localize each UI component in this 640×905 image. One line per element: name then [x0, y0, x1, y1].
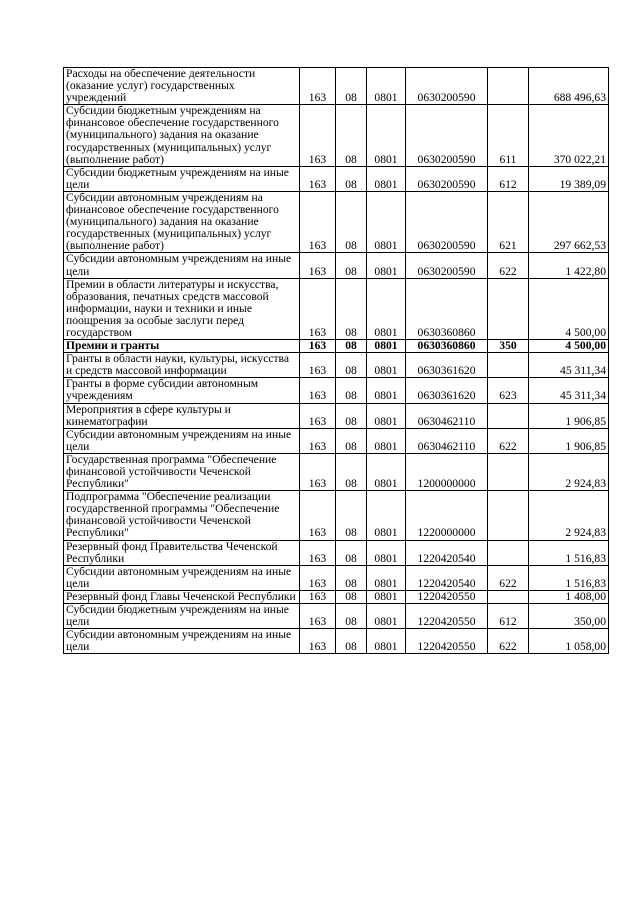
subsection-code-cell: 0801 — [367, 540, 406, 565]
section-code-cell: 08 — [336, 353, 367, 378]
subsection-code-cell: 0801 — [367, 68, 406, 105]
amount-cell: 4 500,00 — [529, 278, 609, 339]
amount-cell: 1 516,83 — [529, 540, 609, 565]
amount-cell: 1 408,00 — [529, 590, 609, 603]
table-row — [64, 253, 609, 278]
table-row — [64, 105, 609, 166]
section-code-cell: 08 — [336, 166, 367, 191]
ministry-code-cell: 163 — [300, 604, 336, 629]
target-code-cell: 1200000000 — [406, 453, 488, 490]
target-code-cell: 0630462110 — [406, 403, 488, 428]
amount-cell: 2 924,83 — [529, 453, 609, 490]
subsection-code-cell: 0801 — [367, 491, 406, 540]
budget-table — [63, 67, 609, 654]
expense-type-cell: 622 — [488, 565, 529, 590]
expense-type-cell: 621 — [488, 191, 529, 252]
item-name-cell: Резервный фонд Правительства Чеченской Республики — [64, 540, 300, 565]
section-code-cell: 08 — [336, 68, 367, 105]
section-code-cell: 08 — [336, 191, 367, 252]
item-name-cell: Мероприятия в сфере культуры и кинематографии — [64, 403, 300, 428]
item-name-cell: Субсидии бюджетным учреждениям на иные цели — [64, 604, 300, 629]
ministry-code-cell: 163 — [300, 590, 336, 603]
expense-type-cell — [488, 453, 529, 490]
subsection-code-cell: 0801 — [367, 105, 406, 166]
amount-cell: 1 906,85 — [529, 403, 609, 428]
target-code-cell: 0630200590 — [406, 105, 488, 166]
target-code-cell: 1220420540 — [406, 565, 488, 590]
table-row — [64, 68, 609, 105]
section-code-cell: 08 — [336, 453, 367, 490]
subsection-code-cell: 0801 — [367, 590, 406, 603]
amount-cell: 688 496,63 — [529, 68, 609, 105]
expense-type-cell — [488, 353, 529, 378]
target-code-cell: 0630360860 — [406, 340, 488, 353]
amount-cell: 370 022,21 — [529, 105, 609, 166]
amount-cell: 1 422,80 — [529, 253, 609, 278]
target-code-cell: 0630361620 — [406, 353, 488, 378]
amount-cell: 19 389,09 — [529, 166, 609, 191]
target-code-cell: 0630200590 — [406, 68, 488, 105]
amount-cell: 1 058,00 — [529, 629, 609, 654]
expense-type-cell: 622 — [488, 428, 529, 453]
section-code-cell: 08 — [336, 629, 367, 654]
ministry-code-cell: 163 — [300, 278, 336, 339]
table-row — [64, 378, 609, 403]
section-code-cell: 08 — [336, 105, 367, 166]
expense-type-cell — [488, 403, 529, 428]
target-code-cell: 1220420550 — [406, 604, 488, 629]
subsection-code-cell: 0801 — [367, 378, 406, 403]
subsection-code-cell: 0801 — [367, 278, 406, 339]
item-name-cell: Расходы на обеспечение деятельности (оказание услуг) государственных учреждений — [64, 68, 300, 105]
table-row — [64, 604, 609, 629]
item-name-cell: Государственная программа "Обеспечение финансовой устойчивости Чеченской Республики" — [64, 453, 300, 490]
expense-type-cell — [488, 540, 529, 565]
item-name-cell: Субсидии автономным учреждениям на иные цели — [64, 629, 300, 654]
expense-type-cell: 622 — [488, 629, 529, 654]
ministry-code-cell: 163 — [300, 253, 336, 278]
ministry-code-cell: 163 — [300, 353, 336, 378]
table-row — [64, 403, 609, 428]
section-code-cell: 08 — [336, 604, 367, 629]
ministry-code-cell: 163 — [300, 629, 336, 654]
amount-cell: 350,00 — [529, 604, 609, 629]
expense-type-cell: 622 — [488, 253, 529, 278]
item-name-cell: Субсидии автономным учреждениям на иные цели — [64, 565, 300, 590]
table-row — [64, 540, 609, 565]
item-name-cell: Гранты в области науки, культуры, искусства и средств массовой информации — [64, 353, 300, 378]
table-row — [64, 491, 609, 540]
subsection-code-cell: 0801 — [367, 428, 406, 453]
table-row — [64, 629, 609, 654]
target-code-cell: 1220000000 — [406, 491, 488, 540]
amount-cell: 297 662,53 — [529, 191, 609, 252]
expense-type-cell: 623 — [488, 378, 529, 403]
subsection-code-cell: 0801 — [367, 353, 406, 378]
table-row — [64, 353, 609, 378]
amount-cell: 4 500,00 — [529, 340, 609, 353]
subsection-code-cell: 0801 — [367, 604, 406, 629]
ministry-code-cell: 163 — [300, 428, 336, 453]
item-name-cell: Субсидии бюджетным учреждениям на финансовое обеспечение государственного (муниципального) задания на оказание государственных (муниципальных) услуг (выполнение работ) — [64, 105, 300, 166]
target-code-cell: 1220420550 — [406, 629, 488, 654]
ministry-code-cell: 163 — [300, 166, 336, 191]
item-name-cell: Гранты в форме субсидии автономным учреждениям — [64, 378, 300, 403]
subsection-code-cell: 0801 — [367, 253, 406, 278]
target-code-cell: 0630462110 — [406, 428, 488, 453]
target-code-cell: 1220420540 — [406, 540, 488, 565]
section-code-cell: 08 — [336, 253, 367, 278]
table-row — [64, 340, 609, 353]
expense-type-cell — [488, 590, 529, 603]
subsection-code-cell: 0801 — [367, 565, 406, 590]
subsection-code-cell: 0801 — [367, 166, 406, 191]
ministry-code-cell: 163 — [300, 68, 336, 105]
expense-type-cell: 612 — [488, 166, 529, 191]
ministry-code-cell: 163 — [300, 340, 336, 353]
item-name-cell: Субсидии автономным учреждениям на иные цели — [64, 253, 300, 278]
amount-cell: 45 311,34 — [529, 353, 609, 378]
target-code-cell: 0630200590 — [406, 253, 488, 278]
section-code-cell: 08 — [336, 491, 367, 540]
target-code-cell: 1220420550 — [406, 590, 488, 603]
item-name-cell: Резервный фонд Главы Чеченской Республики — [64, 590, 300, 603]
section-code-cell: 08 — [336, 565, 367, 590]
ministry-code-cell: 163 — [300, 403, 336, 428]
section-code-cell: 08 — [336, 590, 367, 603]
subsection-code-cell: 0801 — [367, 340, 406, 353]
section-code-cell: 08 — [336, 378, 367, 403]
expense-type-cell — [488, 68, 529, 105]
ministry-code-cell: 163 — [300, 453, 336, 490]
amount-cell: 1 516,83 — [529, 565, 609, 590]
table-row — [64, 166, 609, 191]
section-code-cell: 08 — [336, 278, 367, 339]
table-row — [64, 428, 609, 453]
item-name-cell: Субсидии автономным учреждениям на иные цели — [64, 428, 300, 453]
expense-type-cell — [488, 278, 529, 339]
target-code-cell: 0630200590 — [406, 191, 488, 252]
target-code-cell: 0630360860 — [406, 278, 488, 339]
expense-type-cell — [488, 491, 529, 540]
section-code-cell: 08 — [336, 540, 367, 565]
ministry-code-cell: 163 — [300, 191, 336, 252]
subsection-code-cell: 0801 — [367, 629, 406, 654]
ministry-code-cell: 163 — [300, 491, 336, 540]
table-row — [64, 191, 609, 252]
subsection-code-cell: 0801 — [367, 191, 406, 252]
target-code-cell: 0630200590 — [406, 166, 488, 191]
table-row — [64, 453, 609, 490]
table-row — [64, 278, 609, 339]
item-name-cell: Премии и гранты — [64, 340, 300, 353]
section-code-cell: 08 — [336, 428, 367, 453]
amount-cell: 45 311,34 — [529, 378, 609, 403]
amount-cell: 1 906,85 — [529, 428, 609, 453]
ministry-code-cell: 163 — [300, 105, 336, 166]
table-row — [64, 565, 609, 590]
ministry-code-cell: 163 — [300, 378, 336, 403]
table-body — [64, 68, 609, 654]
section-code-cell: 08 — [336, 403, 367, 428]
ministry-code-cell: 163 — [300, 565, 336, 590]
item-name-cell: Субсидии автономным учреждениям на финансовое обеспечение государственного (муниципального) задания на оказание государственных (муниципальных) услуг (выполнение работ) — [64, 191, 300, 252]
item-name-cell: Субсидии бюджетным учреждениям на иные цели — [64, 166, 300, 191]
section-code-cell: 08 — [336, 340, 367, 353]
item-name-cell: Премии в области литературы и искусства, образования, печатных средств массовой информации, науки и техники и иные поощрения за особые заслуги перед государством — [64, 278, 300, 339]
table-row — [64, 590, 609, 603]
amount-cell: 2 924,83 — [529, 491, 609, 540]
expense-type-cell: 612 — [488, 604, 529, 629]
subsection-code-cell: 0801 — [367, 403, 406, 428]
subsection-code-cell: 0801 — [367, 453, 406, 490]
ministry-code-cell: 163 — [300, 540, 336, 565]
expense-type-cell: 611 — [488, 105, 529, 166]
item-name-cell: Подпрограмма "Обеспечение реализации государственной программы "Обеспечение финансовой устойчивости Чеченской Республики" — [64, 491, 300, 540]
target-code-cell: 0630361620 — [406, 378, 488, 403]
expense-type-cell: 350 — [488, 340, 529, 353]
